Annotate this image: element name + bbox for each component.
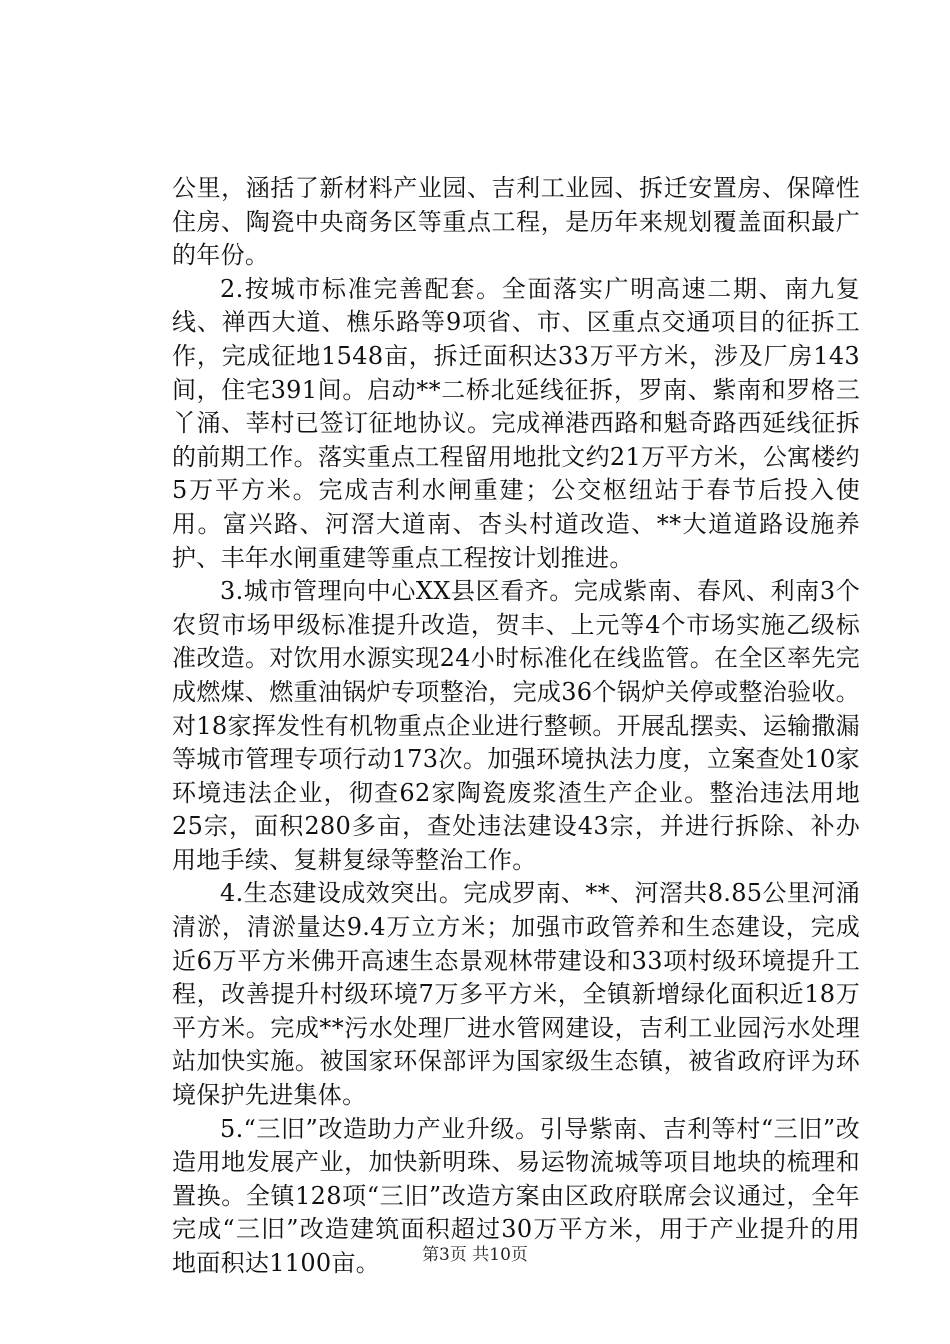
paragraph-item-5: 5.“三旧”改造助力产业升级。引导紫南、吉利等村“三旧”改造用地发展产业，加快新明珠、易运物流城等项目地块的梳理和置换。全镇128项“三旧”改造方案由区政府联席会议通过，全年完成“三旧”改造建筑面积超过30万平方米，用于产业提升的用地面积达1100亩。 bbox=[172, 1114, 860, 1277]
paragraph-item-2: 2.按城市标准完善配套。全面落实广明高速二期、南九复线、禅西大道、樵乐路等9项省、市、区重点交通项目的征拆工作，完成征地1548亩，拆迁面积达33万平方米，涉及厂房143间，住宅391间。启动**二桥北延线征拆，罗南、紫南和罗格三丫涌、莘村已签订征地协议。完成禅港西路和魁奇路西延线征拆的前期工作。落实重点工程留用地批文约21万平方米，公寓楼约5万平方米。完成吉利水闸重建；公交枢纽站于春节后投入使用。富兴路、河滘大道南、杏头村道改造、**大道道路设施养护、丰年水闸重建等重点工程按计划推进。 bbox=[172, 274, 860, 572]
page-footer: 第3页 共10页 bbox=[422, 1245, 528, 1265]
paragraph-continuation: 公里，涵括了新材料产业园、吉利工业园、拆迁安置房、保障性住房、陶瓷中央商务区等重点工程，是历年来规划覆盖面积最广的年份。 bbox=[172, 174, 860, 270]
paragraph-item-4: 4.生态建设成效突出。完成罗南、**、河滘共8.85公里河涌清淤，清淤量达9.4万立方米；加强市政管养和生态建设，完成近6万平方米佛开高速生态景观林带建设和33项村级环境提升工程，改善提升村级环境7万多平方米，全镇新增绿化面积近18万平方米。完成**污水处理厂进水管网建设，吉利工业园污水处理站加快实施。被国家环保部评为国家级生态镇，被省政府评为环境保护先进集体。 bbox=[172, 879, 860, 1110]
document-body bbox=[172, 172, 860, 1281]
paragraph-item-3: 3.城市管理向中心XX县区看齐。完成紫南、春风、利南3个农贸市场甲级标准提升改造，贺丰、上元等4个市场实施乙级标准改造。对饮用水源实现24小时标准化在线监管。在全区率先完成燃煤、燃重油锅炉专项整治，完成36个锅炉关停或整治验收。对18家挥发性有机物重点企业进行整顿。开展乱摆卖、运输撒漏等城市管理专项行动173次。加强环境执法力度，立案查处10家环境违法企业，彻查62家陶瓷废浆渣生产企业。整治违法用地25宗，面积280多亩，查处违法建设43宗，并进行拆除、补办用地手续、复耕复绿等整治工作。 bbox=[172, 577, 860, 874]
